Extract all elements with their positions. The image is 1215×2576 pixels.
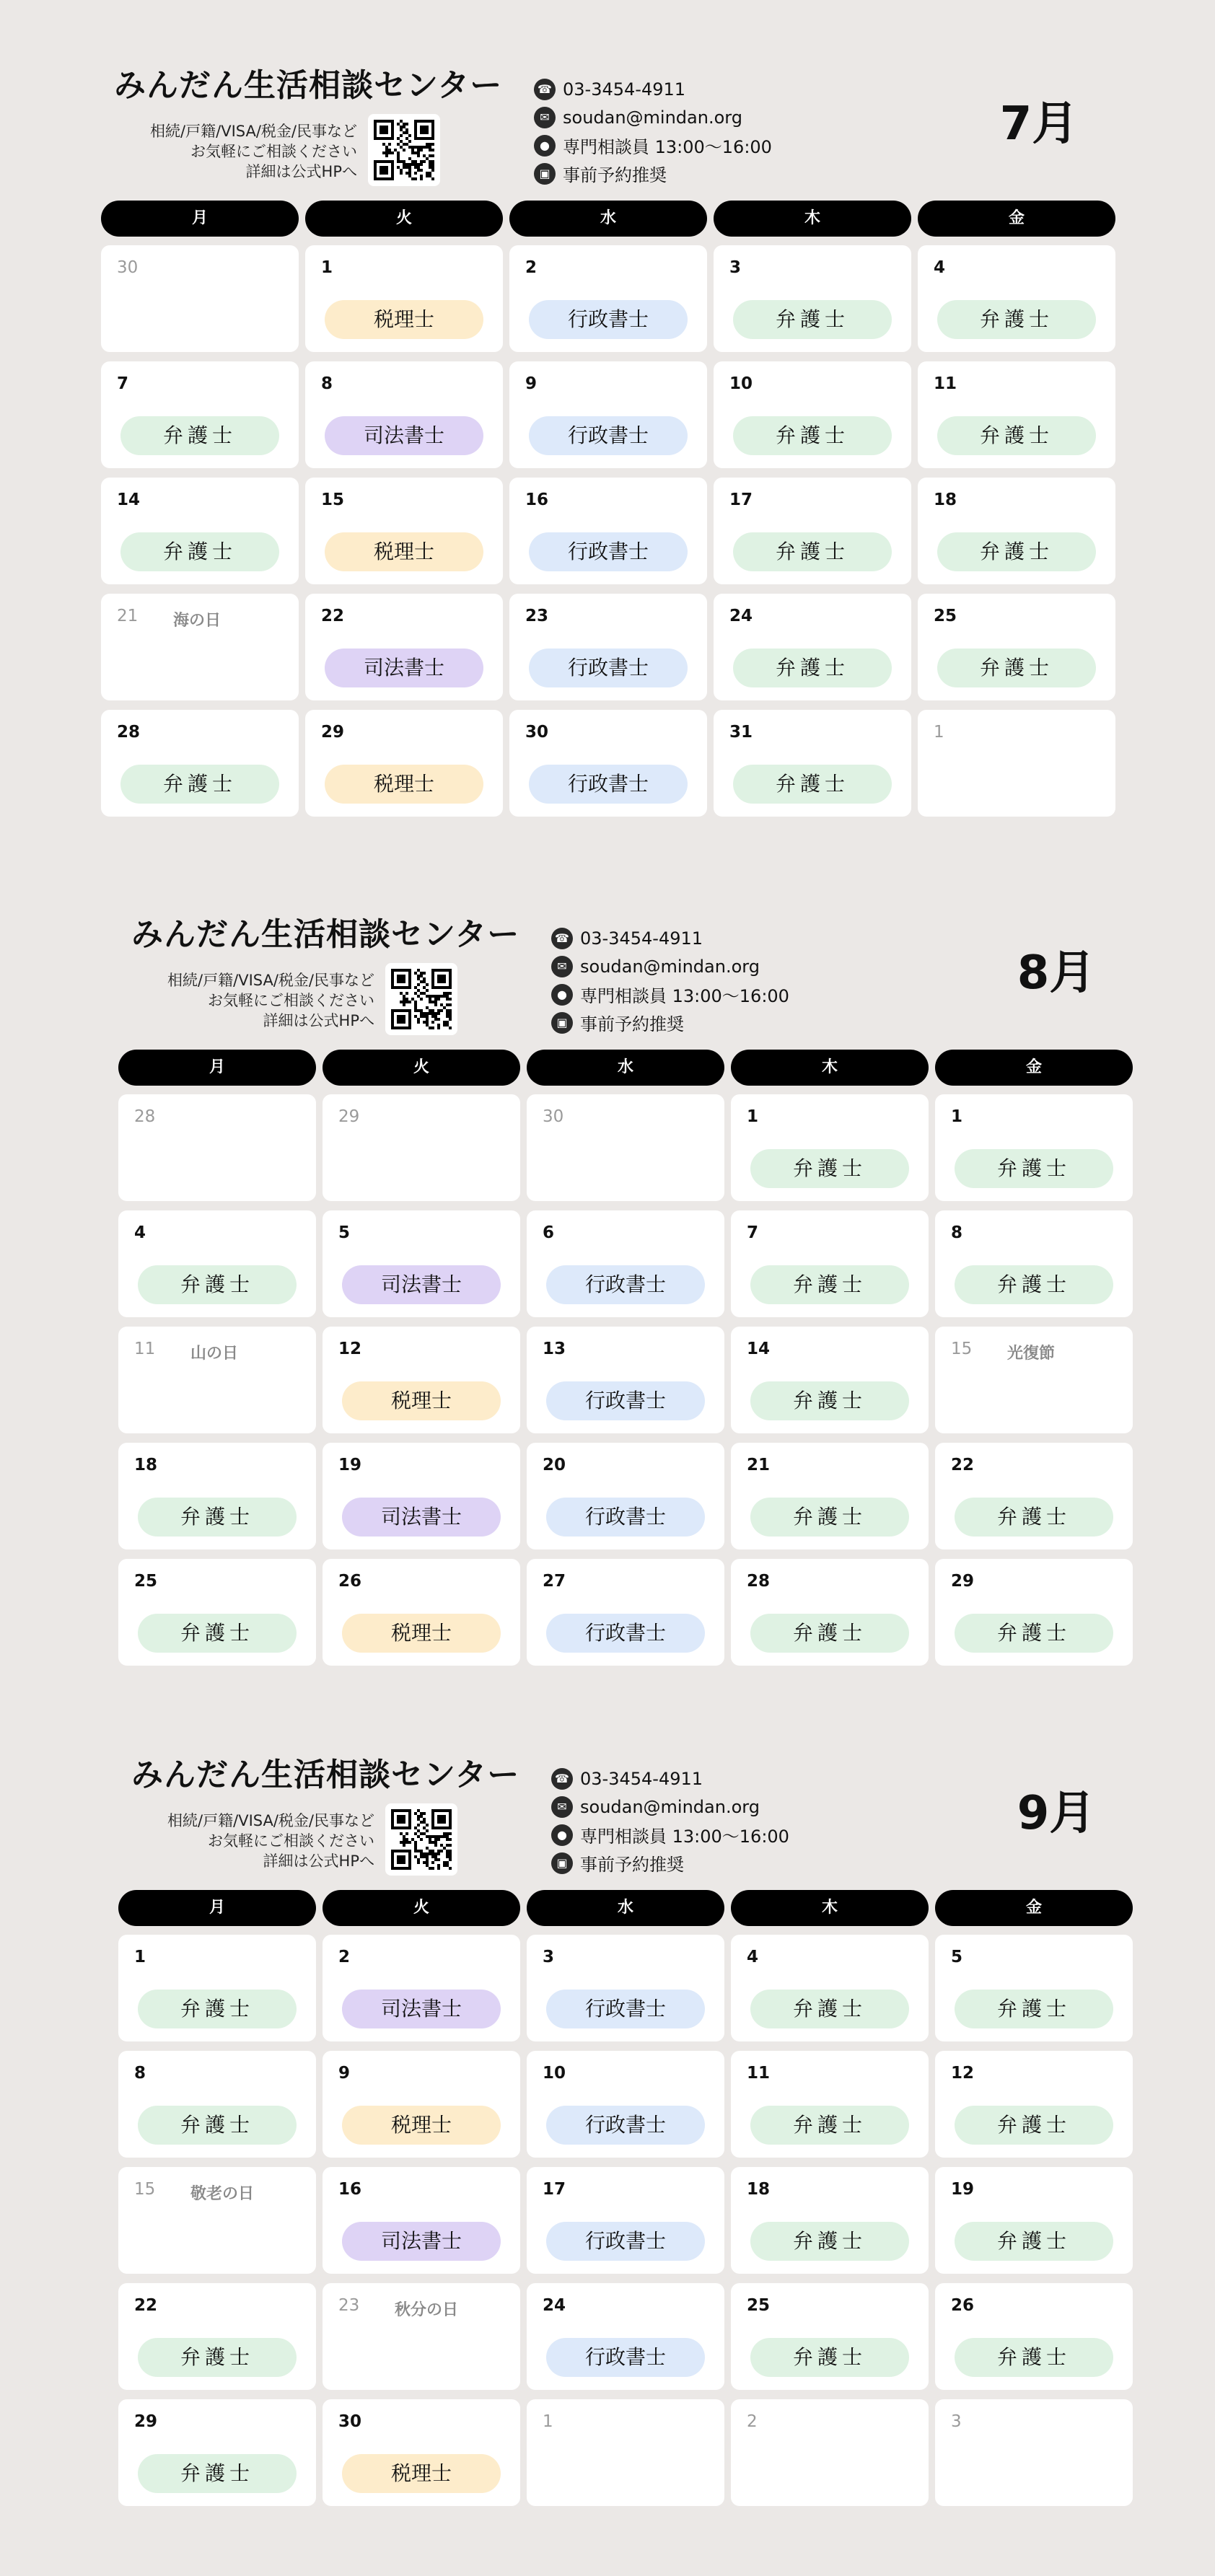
specialist-badge: 弁護士 (750, 1381, 909, 1420)
day-cell[interactable] (323, 2399, 520, 2506)
reservation-note: 事前予約推奨 (580, 1014, 684, 1034)
specialist-badge: 弁護士 (937, 416, 1096, 455)
weekday-label: 金 (935, 1050, 1133, 1086)
phone-icon: ☎ (551, 928, 573, 949)
qr-code-icon[interactable] (368, 114, 440, 186)
day-cell[interactable] (118, 1210, 316, 1317)
day-cell[interactable] (118, 2283, 316, 2390)
contact-hours (551, 1821, 789, 1849)
day-number: 30 (543, 1107, 564, 1126)
phone-icon: ☎ (551, 1768, 573, 1790)
day-number: 30 (525, 723, 549, 742)
specialist-badge: 行政書士 (546, 2338, 705, 2377)
month-label: 9月 (1017, 1787, 1096, 1840)
day-number: 5 (951, 1948, 963, 1966)
contact-email[interactable] (551, 952, 789, 980)
email-address: soudan@mindan.org (580, 1796, 760, 1817)
day-cell[interactable] (935, 2399, 1133, 2506)
specialist-badge: 税理士 (325, 300, 483, 339)
day-cell[interactable] (935, 1327, 1133, 1433)
holiday-label: 山の日 (190, 1345, 239, 1363)
specialist-badge: 行政書士 (529, 765, 688, 804)
day-cell[interactable] (323, 2051, 520, 2158)
day-number: 4 (934, 258, 946, 277)
weekday-label: 水 (527, 1050, 724, 1086)
specialist-badge: 司法書士 (342, 2222, 501, 2261)
day-number: 1 (321, 258, 333, 277)
weekday-label: 木 (731, 1050, 929, 1086)
specialist-badge: 弁護士 (138, 1498, 297, 1537)
center-title: みんだん生活相談センター (131, 916, 520, 953)
specialist-badge: 弁護士 (955, 1265, 1113, 1304)
contact-hours (551, 980, 789, 1008)
specialist-badge: 弁護士 (750, 1498, 909, 1537)
day-number: 21 (117, 607, 139, 625)
day-number: 29 (321, 723, 345, 742)
day-number: 19 (951, 2180, 975, 2199)
specialist-badge: 司法書士 (325, 416, 483, 455)
specialist-badge: 行政書士 (546, 1498, 705, 1537)
day-number: 10 (729, 374, 753, 393)
day-cell[interactable] (527, 1559, 724, 1666)
email-address: soudan@mindan.org (563, 107, 742, 128)
day-cell[interactable] (323, 1327, 520, 1433)
specialist-badge: 弁護士 (138, 1265, 297, 1304)
day-cell[interactable] (118, 2399, 316, 2506)
contact-hours (534, 131, 772, 159)
day-cell[interactable] (935, 2167, 1133, 2274)
day-number: 24 (729, 607, 753, 625)
day-number: 31 (729, 723, 753, 742)
day-number: 23 (338, 2296, 360, 2315)
description (101, 121, 357, 182)
specialist-badge: 弁護士 (937, 532, 1096, 571)
day-cell[interactable] (101, 245, 299, 352)
day-number: 12 (338, 1340, 362, 1358)
day-cell[interactable] (118, 2051, 316, 2158)
phone-icon: ☎ (534, 79, 556, 100)
day-number: 16 (525, 491, 549, 509)
holiday-label: 光復節 (1007, 1345, 1056, 1363)
specialist-badge: 行政書士 (529, 532, 688, 571)
day-number: 29 (134, 2412, 158, 2431)
day-cell[interactable] (323, 1210, 520, 1317)
weekday-label: 金 (935, 1890, 1133, 1926)
day-number: 25 (747, 2296, 771, 2315)
day-number: 1 (543, 2412, 553, 2431)
specialist-badge: 弁護士 (138, 2338, 297, 2377)
day-number: 30 (338, 2412, 362, 2431)
weekday-label: 火 (305, 201, 503, 237)
day-cell[interactable] (323, 1559, 520, 1666)
specialist-badge: 行政書士 (546, 2222, 705, 2261)
day-cell[interactable] (935, 1935, 1133, 2041)
person-icon: ● (534, 135, 556, 157)
day-number: 18 (134, 1456, 158, 1474)
month-block-3 (118, 1749, 1143, 2542)
month-label: 7月 (999, 97, 1079, 151)
day-number: 2 (525, 258, 538, 277)
day-cell[interactable] (118, 2167, 316, 2274)
specialist-badge: 弁護士 (955, 1614, 1113, 1653)
day-cell[interactable] (323, 1094, 520, 1201)
specialist-badge: 弁護士 (955, 2106, 1113, 2145)
specialist-badge: 弁護士 (955, 2222, 1113, 2261)
weekday-label: 木 (714, 201, 911, 237)
specialist-badge: 弁護士 (955, 1498, 1113, 1537)
day-cell[interactable] (101, 594, 299, 700)
day-cell[interactable] (714, 361, 911, 468)
day-number: 22 (321, 607, 345, 625)
day-cell[interactable] (527, 1935, 724, 2041)
specialist-badge: 税理士 (342, 2454, 501, 2493)
contact-phone[interactable] (534, 75, 772, 103)
day-cell[interactable] (714, 594, 911, 700)
day-cell[interactable] (731, 1210, 929, 1317)
day-number: 15 (951, 1340, 973, 1358)
day-number: 6 (543, 1223, 555, 1242)
day-cell[interactable] (305, 361, 503, 468)
phone-number: 03-3454-4911 (563, 79, 686, 100)
day-number: 28 (747, 1572, 771, 1591)
description-line: 詳細は公式HPへ (245, 163, 357, 180)
day-cell[interactable] (118, 1094, 316, 1201)
day-cell[interactable] (918, 594, 1115, 700)
specialist-badge: 弁護士 (955, 2338, 1113, 2377)
day-cell[interactable] (935, 1094, 1133, 1201)
day-cell[interactable] (305, 710, 503, 817)
contact-email[interactable] (551, 1793, 789, 1821)
mail-icon: ✉ (534, 107, 556, 128)
weekday-label: 水 (527, 1890, 724, 1926)
day-number: 24 (543, 2296, 566, 2315)
description (118, 970, 374, 1031)
day-number: 8 (321, 374, 333, 393)
day-cell[interactable] (731, 1094, 929, 1201)
day-number: 25 (934, 607, 957, 625)
day-number: 28 (117, 723, 141, 742)
calendar-icon: ▣ (551, 1852, 573, 1874)
specialist-badge: 司法書士 (325, 649, 483, 687)
specialist-badge: 弁護士 (955, 1149, 1113, 1188)
day-cell[interactable] (731, 2283, 929, 2390)
day-number: 9 (338, 2064, 351, 2083)
specialist-badge: 税理士 (342, 2106, 501, 2145)
consultation-hours: 専門相談員 13:00～16:00 (563, 137, 772, 157)
day-cell[interactable] (731, 1559, 929, 1666)
specialist-badge: 行政書士 (529, 300, 688, 339)
day-cell[interactable] (509, 594, 707, 700)
day-number: 1 (951, 1107, 963, 1126)
specialist-badge: 行政書士 (546, 1990, 705, 2028)
specialist-badge: 弁護士 (733, 765, 892, 804)
specialist-badge: 税理士 (342, 1381, 501, 1420)
specialist-badge: 弁護士 (750, 1149, 909, 1188)
day-cell[interactable] (918, 710, 1115, 817)
mail-icon: ✉ (551, 1796, 573, 1818)
specialist-badge: 弁護士 (750, 2106, 909, 2145)
weekday-label: 月 (118, 1890, 316, 1926)
contact-list (551, 924, 789, 1037)
day-number: 29 (338, 1107, 360, 1126)
day-number: 2 (338, 1948, 351, 1966)
day-cell[interactable] (918, 361, 1115, 468)
specialist-badge: 弁護士 (138, 2454, 297, 2493)
day-cell[interactable] (714, 478, 911, 584)
day-cell[interactable] (118, 1443, 316, 1549)
mail-icon: ✉ (551, 956, 573, 977)
day-number: 7 (747, 1223, 759, 1242)
month-block-2 (118, 908, 1143, 1702)
description-line: 相続/戸籍/VISA/税金/民事など (167, 1812, 374, 1829)
day-number: 1 (934, 723, 944, 742)
day-cell[interactable] (509, 245, 707, 352)
day-cell[interactable] (323, 2283, 520, 2390)
specialist-badge: 弁護士 (750, 2338, 909, 2377)
contact-reservation (551, 1849, 789, 1877)
specialist-badge: 行政書士 (546, 1614, 705, 1653)
day-cell[interactable] (527, 2167, 724, 2274)
qr-code-icon[interactable] (385, 963, 457, 1035)
day-cell[interactable] (101, 361, 299, 468)
day-cell[interactable] (305, 245, 503, 352)
day-cell[interactable] (731, 2051, 929, 2158)
day-number: 21 (747, 1456, 771, 1474)
person-icon: ● (551, 1824, 573, 1846)
specialist-badge: 弁護士 (733, 416, 892, 455)
weekday-label: 火 (323, 1890, 520, 1926)
month-block-1 (101, 59, 1126, 853)
day-cell[interactable] (527, 1327, 724, 1433)
day-number: 29 (951, 1572, 975, 1591)
day-number: 11 (134, 1340, 156, 1358)
day-cell[interactable] (509, 478, 707, 584)
day-number: 4 (747, 1948, 759, 1966)
description-line: 相続/戸籍/VISA/税金/民事など (150, 123, 357, 140)
day-cell[interactable] (527, 1210, 724, 1317)
specialist-badge: 弁護士 (937, 300, 1096, 339)
weekday-label: 木 (731, 1890, 929, 1926)
day-cell[interactable] (118, 1559, 316, 1666)
contact-list (551, 1764, 789, 1877)
weekday-label: 水 (509, 201, 707, 237)
specialist-badge: 弁護士 (733, 649, 892, 687)
day-number: 23 (525, 607, 549, 625)
day-cell[interactable] (731, 2399, 929, 2506)
specialist-badge: 司法書士 (342, 1498, 501, 1537)
day-cell[interactable] (527, 1443, 724, 1549)
day-number: 3 (543, 1948, 555, 1966)
day-number: 17 (729, 491, 753, 509)
description-line: 詳細は公式HPへ (263, 1852, 374, 1870)
day-cell[interactable] (527, 1094, 724, 1201)
center-title: みんだん生活相談センター (131, 1757, 520, 1793)
day-number: 20 (543, 1456, 566, 1474)
day-number: 8 (951, 1223, 963, 1242)
weekday-label: 金 (918, 201, 1115, 237)
specialist-badge: 行政書士 (546, 1381, 705, 1420)
day-number: 15 (134, 2180, 156, 2199)
day-number: 13 (543, 1340, 566, 1358)
specialist-badge: 弁護士 (750, 1614, 909, 1653)
day-cell[interactable] (935, 1210, 1133, 1317)
day-cell[interactable] (918, 478, 1115, 584)
holiday-label: 秋分の日 (395, 2301, 459, 2319)
day-number: 18 (934, 491, 957, 509)
specialist-badge: 行政書士 (529, 649, 688, 687)
specialist-badge: 行政書士 (546, 1265, 705, 1304)
day-cell[interactable] (509, 710, 707, 817)
day-number: 26 (951, 2296, 975, 2315)
contact-phone[interactable] (551, 1764, 789, 1793)
contact-list (534, 75, 772, 188)
day-cell[interactable] (305, 594, 503, 700)
specialist-badge: 弁護士 (120, 532, 279, 571)
day-number: 9 (525, 374, 538, 393)
specialist-badge: 司法書士 (342, 1990, 501, 2028)
day-number: 17 (543, 2180, 566, 2199)
description-line: お気軽にご相談ください (208, 992, 374, 1009)
day-cell[interactable] (731, 1443, 929, 1549)
phone-number: 03-3454-4911 (580, 1768, 703, 1789)
specialist-badge: 司法書士 (342, 1265, 501, 1304)
specialist-badge: 弁護士 (138, 1990, 297, 2028)
day-cell[interactable] (305, 478, 503, 584)
day-cell[interactable] (101, 478, 299, 584)
specialist-badge: 弁護士 (750, 1265, 909, 1304)
phone-number: 03-3454-4911 (580, 928, 703, 949)
specialist-badge: 弁護士 (138, 1614, 297, 1653)
day-cell[interactable] (714, 245, 911, 352)
day-number: 1 (134, 1948, 146, 1966)
weekday-label: 月 (101, 201, 299, 237)
day-number: 27 (543, 1572, 566, 1591)
day-number: 5 (338, 1223, 351, 1242)
specialist-badge: 弁護士 (750, 2222, 909, 2261)
day-cell[interactable] (731, 2167, 929, 2274)
day-number: 26 (338, 1572, 362, 1591)
day-number: 2 (747, 2412, 758, 2431)
specialist-badge: 税理士 (325, 532, 483, 571)
day-cell[interactable] (118, 1327, 316, 1433)
day-number: 18 (747, 2180, 771, 2199)
day-number: 16 (338, 2180, 362, 2199)
contact-phone[interactable] (551, 924, 789, 952)
calendar-icon: ▣ (534, 163, 556, 185)
day-number: 7 (117, 374, 129, 393)
consultation-hours: 専門相談員 13:00～16:00 (580, 1827, 789, 1847)
specialist-badge: 税理士 (325, 765, 483, 804)
contact-reservation (551, 1008, 789, 1037)
contact-email[interactable] (534, 103, 772, 131)
day-number: 14 (117, 491, 141, 509)
day-cell[interactable] (101, 710, 299, 817)
day-cell[interactable] (731, 1935, 929, 2041)
specialist-badge: 弁護士 (937, 649, 1096, 687)
day-cell[interactable] (731, 1327, 929, 1433)
email-address: soudan@mindan.org (580, 956, 760, 977)
day-cell[interactable] (527, 2051, 724, 2158)
day-number: 14 (747, 1340, 771, 1358)
specialist-badge: 弁護士 (733, 300, 892, 339)
day-number: 25 (134, 1572, 158, 1591)
day-number: 19 (338, 1456, 362, 1474)
day-number: 4 (134, 1223, 146, 1242)
day-cell[interactable] (935, 1443, 1133, 1549)
day-number: 22 (951, 1456, 975, 1474)
day-cell[interactable] (935, 2283, 1133, 2390)
reservation-note: 事前予約推奨 (580, 1855, 684, 1875)
description (118, 1811, 374, 1871)
qr-code-icon[interactable] (385, 1803, 457, 1876)
specialist-badge: 弁護士 (733, 532, 892, 571)
day-cell[interactable] (509, 361, 707, 468)
calendar-icon: ▣ (551, 1012, 573, 1034)
specialist-badge: 弁護士 (138, 2106, 297, 2145)
consultation-hours: 専門相談員 13:00～16:00 (580, 986, 789, 1006)
center-title: みんだん生活相談センター (114, 67, 503, 104)
day-number: 22 (134, 2296, 158, 2315)
weekday-label: 月 (118, 1050, 316, 1086)
day-cell[interactable] (323, 1443, 520, 1549)
day-cell[interactable] (918, 245, 1115, 352)
day-number: 11 (747, 2064, 771, 2083)
day-number: 15 (321, 491, 345, 509)
holiday-label: 敬老の日 (190, 2185, 255, 2203)
day-cell[interactable] (527, 2283, 724, 2390)
description-line: 詳細は公式HPへ (263, 1012, 374, 1029)
specialist-badge: 弁護士 (955, 1990, 1113, 2028)
day-cell[interactable] (935, 2051, 1133, 2158)
month-label: 8月 (1017, 946, 1096, 1000)
day-number: 3 (729, 258, 742, 277)
specialist-badge: 弁護士 (120, 416, 279, 455)
day-number: 10 (543, 2064, 566, 2083)
specialist-badge: 行政書士 (546, 2106, 705, 2145)
day-number: 12 (951, 2064, 975, 2083)
day-number: 3 (951, 2412, 962, 2431)
specialist-badge: 税理士 (342, 1614, 501, 1653)
day-number: 28 (134, 1107, 156, 1126)
holiday-label: 海の日 (173, 612, 221, 630)
person-icon: ● (551, 984, 573, 1006)
day-number: 1 (747, 1107, 759, 1126)
day-cell[interactable] (323, 2167, 520, 2274)
contact-reservation (534, 159, 772, 188)
day-cell[interactable] (323, 1935, 520, 2041)
specialist-badge: 行政書士 (529, 416, 688, 455)
day-cell[interactable] (935, 1559, 1133, 1666)
reservation-note: 事前予約推奨 (563, 165, 667, 185)
day-number: 11 (934, 374, 957, 393)
day-cell[interactable] (527, 2399, 724, 2506)
specialist-badge: 弁護士 (750, 1990, 909, 2028)
weekday-label: 火 (323, 1050, 520, 1086)
day-number: 30 (117, 258, 139, 277)
specialist-badge: 弁護士 (120, 765, 279, 804)
day-number: 8 (134, 2064, 146, 2083)
description-line: 相続/戸籍/VISA/税金/民事など (167, 972, 374, 989)
day-cell[interactable] (118, 1935, 316, 2041)
description-line: お気軽にご相談ください (190, 143, 357, 160)
day-cell[interactable] (714, 710, 911, 817)
description-line: お気軽にご相談ください (208, 1832, 374, 1850)
